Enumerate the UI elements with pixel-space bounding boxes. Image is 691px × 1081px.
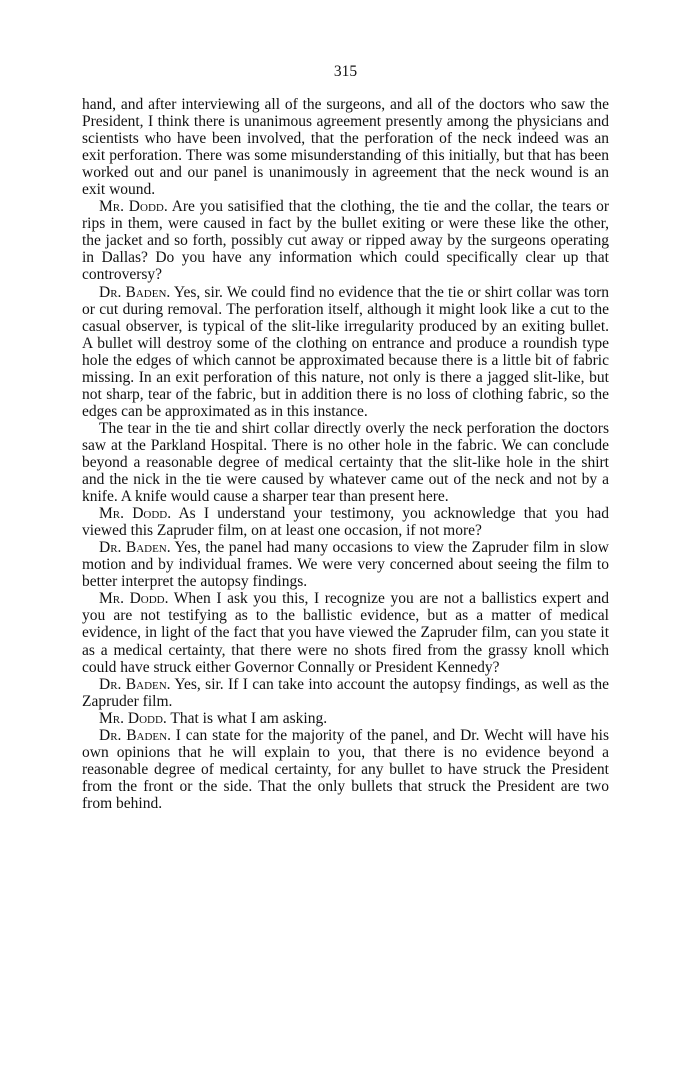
paragraph [82, 727, 609, 812]
testimony-text [82, 96, 609, 812]
paragraph [82, 198, 609, 283]
paragraph-text: That is what I am asking. [170, 709, 328, 727]
paragraph-speaker: Mr. Dodd. [99, 709, 167, 727]
paragraph-text: Yes, sir. We could find no evidence that the tie or shirt collar was torn or cut during removal. The perforation itself, although it might look like a cut to the casual observer, is typical of the slit-like irregularity produced by an exiting bullet. A bullet will destroy some of the clothing on entrance and produce a roundish type hole the edges of which cannot be approximated because there is a little bit of fabric missing. In an exit perforation of this nature, not only is there a jagged slit-like, but not sharp, tear of the fabric, but in addition there is no loss of clothing fabric, so the edges can be approximated as in this instance. [82, 283, 609, 420]
paragraph-speaker: Dr. Baden. [99, 283, 171, 301]
paragraph [82, 676, 609, 710]
paragraph-text: As I understand your testimony, you acknowledge that you had viewed this Zapruder film, on at least one occasion, if not more? [82, 505, 609, 540]
paragraph [82, 284, 609, 420]
paragraph-text: The tear in the tie and shirt collar directly overly the neck perforation the doctors saw at the Parkland Hospital. There is no other hole in the fabric. We can conclude beyond a reasonable degree of medical certainty that the slit-like hole in the shirt and the nick in the tie were caused by whatever came out of the neck and not by a knife. A knife would cause a sharper tear than present here. [82, 419, 609, 506]
page-number: 315 [333, 63, 358, 80]
paragraph-speaker: Mr. Dodd. [99, 198, 168, 216]
paragraph-speaker: Dr. Baden. [99, 675, 171, 693]
paragraph-speaker: Mr. Dodd. [99, 590, 169, 608]
paragraph-speaker: Dr. Baden. [99, 539, 171, 557]
paragraph-text: When I ask you this, I recognize you are not a ballistics expert and you are not testifying as to the ballistic evidence, but as a matter of medical evidence, in light of the fact that you have viewed the Zapruder film, can you state it as a medical certainty, that there were no shots fired from the grassy knoll which could have struck either Governor Connally or President Kennedy? [82, 590, 609, 676]
paragraph [82, 710, 609, 727]
paragraph-text: Yes, the panel had many occasions to view the Zapruder film in slow motion and by individual frames. We were very concerned about seeing the film to better interpret the autopsy findings. [82, 539, 609, 591]
paragraph [82, 539, 609, 590]
paragraph-speaker: Mr. Dodd. [99, 505, 172, 523]
paragraph [82, 420, 609, 505]
paragraph [82, 590, 609, 675]
paragraph-speaker: Dr. Baden. [99, 726, 171, 744]
paragraph [82, 505, 609, 539]
paragraph-text: hand, and after interviewing all of the surgeons, and all of the doctors who saw the President, I think there is unanimous agreement presently among the physicians and scientists who have been involved, that the perforation of the neck indeed was an exit perforation. There was some misunderstanding of this initially, but that has been worked out and our panel is unanimously in agreement that the neck wound is an exit wound. [82, 96, 609, 199]
paragraph [82, 96, 609, 198]
paragraph-text: I can state for the majority of the panel, and Dr. Wecht will have his own opinions that he will explain to you, that there is no evidence beyond a reasonable degree of medical certainty, for any bullet to have struck the President from the front or the side. That the only bullets that struck the President are two from behind. [82, 726, 610, 812]
paragraph-text: Are you satisified that the clothing, the tie and the collar, the tears or rips in them, were caused in fact by the bullet exiting or were these like the other, the jacket and so forth, possibly cut away or ripped away by the surgeons operating in Dallas? Do you have any information which could specifically clear up that controversy? [82, 198, 609, 284]
paragraph-text: Yes, sir. If I can take into account the autopsy findings, as well as the Zapruder film. [82, 675, 609, 710]
